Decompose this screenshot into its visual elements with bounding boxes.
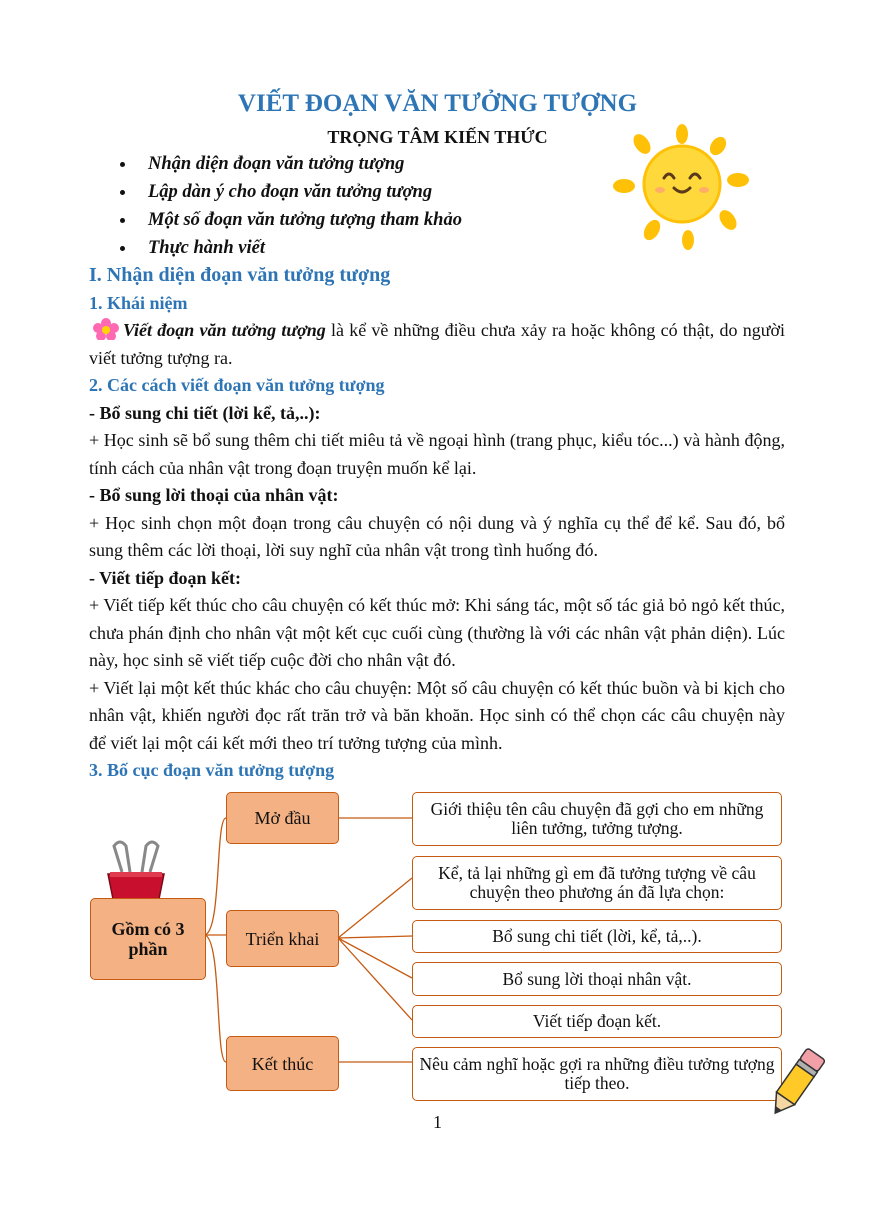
method-text: + Học sinh chọn một đoạn trong câu chuyện có nội dung và ý nghĩa cụ thể để kể. Sau đó, bổ sung thêm các lời thoại, lời suy nghĩ của nhân vật trong tình huống đó.	[89, 512, 785, 560]
list-item: Nhận diện đoạn văn tưởng tượng	[118, 150, 462, 178]
list-item: Một số đoạn văn tưởng tượng tham khảo	[118, 206, 462, 234]
diagram-detail-body-main: Kể, tả lại những gì em đã tưởng tượng về câu chuyện theo phương án đã lựa chọn:	[412, 856, 782, 910]
diagram-part-intro: Mở đầu	[226, 792, 339, 844]
method-title: - Bổ sung lời thoại của nhân vật:	[89, 485, 339, 505]
page-title: VIẾT ĐOẠN VĂN TƯỞNG TƯỢNG	[237, 90, 638, 117]
concept-heading: 1. Khái niệm	[89, 292, 188, 313]
concept-text: là kể về những điều chưa xảy ra hoặc không có thật, do người viết tưởng tượng ra.	[89, 320, 785, 368]
list-item: Lập dàn ý cho đoạn văn tưởng tượng	[118, 178, 462, 206]
diagram-root: Gồm có 3 phần	[90, 898, 206, 980]
diagram-detail-body-3: Viết tiếp đoạn kết.	[412, 1005, 782, 1038]
binder-clip-icon	[100, 838, 172, 906]
method-text: + Viết tiếp kết thúc cho câu chuyện có kết thúc mở: Khi sáng tác, một số tác giả bỏ ngỏ kết thúc, chưa phán định cho nhân vật một kết cục cuối cùng (thường là với các nhân vật phản diện). Lúc này, học sinh sẽ viết tiếp cuộc đời cho nhân vật đó.	[89, 595, 785, 670]
page-subtitle: TRỌNG TÂM KIẾN THỨC	[327, 127, 548, 147]
methods-heading: 2. Các cách viết đoạn văn tưởng tượng	[89, 375, 385, 395]
method-text: + Học sinh sẽ bổ sung thêm chi tiết miêu tả về ngoại hình (trang phục, kiểu tóc...) và hành động, tính cách của nhân vật trong đoạn truyện muốn kể lại.	[89, 430, 785, 478]
pencil-icon	[762, 1042, 832, 1122]
method-title: - Bổ sung chi tiết (lời kể, tả,..):	[89, 402, 321, 423]
diagram-part-body: Triển khai	[226, 910, 339, 967]
method-text: + Viết lại một kết thúc khác cho câu chuyện: Một số câu chuyện có kết thúc buồn và bi kịch cho nhân vật, khiến người đọc rất trăn trở và băn khoăn. Học sinh có thể chọn các câu chuyện này để viết lại một cái kết mới theo trí tưởng tượng của mình.	[89, 677, 785, 753]
list-item: Thực hành viết	[118, 234, 462, 262]
concept-term: Viết đoạn văn tưởng tượng	[123, 320, 326, 340]
diagram-detail-intro: Giới thiệu tên câu chuyện đã gợi cho em những liên tưởng, tưởng tượng.	[412, 792, 782, 846]
diagram-part-end: Kết thúc	[226, 1036, 339, 1091]
page-number: 1	[433, 1112, 442, 1132]
section-heading: I. Nhận diện đoạn văn tưởng tượng	[89, 264, 391, 286]
diagram-detail-body-1: Bổ sung chi tiết (lời, kể, tả,..).	[412, 920, 782, 953]
diagram-detail-end: Nêu cảm nghĩ hoặc gợi ra những điều tưởng tượng tiếp theo.	[412, 1047, 782, 1101]
diagram-detail-body-2: Bổ sung lời thoại nhân vật.	[412, 962, 782, 996]
structure-heading: 3. Bố cục đoạn văn tưởng tượng	[89, 760, 335, 780]
method-title: - Viết tiếp đoạn kết:	[89, 567, 241, 588]
